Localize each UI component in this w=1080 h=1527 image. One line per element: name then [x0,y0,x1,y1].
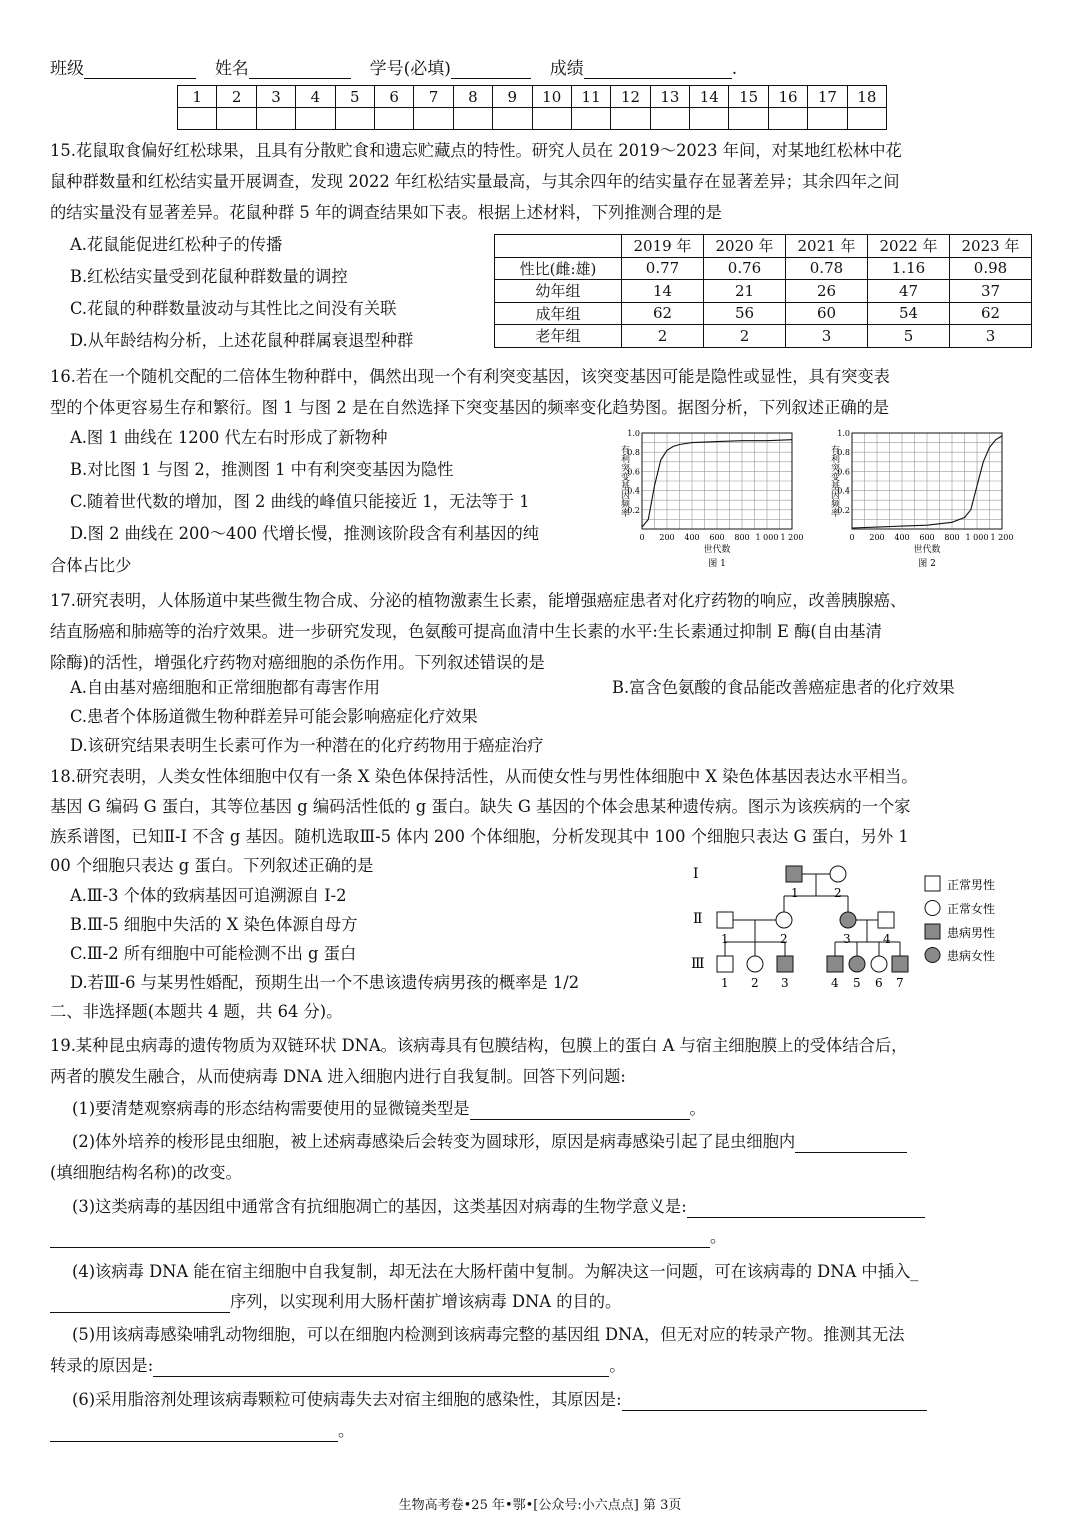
answer-grid-cell[interactable] [414,108,453,130]
q19-part3-cont [50,1226,726,1248]
gen3-male-3-affected [777,956,793,972]
y-tick-label: 1.0 [627,429,640,438]
q19-part3-end: 。 [710,1227,727,1246]
gen3-num-1: 1 [721,976,729,990]
end-mark: . [731,59,738,79]
table-cell: 56 [704,302,786,325]
q18-option-a[interactable]: A.Ⅲ-3 个体的致病基因可追溯源自 I-2 [70,886,347,905]
student-id-label: 学号(必填) [369,59,451,79]
x-axis-label: 世代数 [913,545,941,555]
y-axis-label: 有利突变基因频率 [829,445,839,517]
x-tick-label: 1 200 [990,533,1014,542]
answer-grid-number: 6 [374,86,413,108]
q19-part3 [72,1196,925,1218]
gen1-num-2: 2 [834,886,842,900]
table-cell: 62 [950,302,1032,325]
x-tick-label: 0 [639,533,645,542]
q15-option-a[interactable]: A.花鼠能促进红松种子的传播 [70,235,283,254]
q17-line-3: 除酶)的活性，增强化疗药物对癌细胞的杀伤作用。下列叙述错误的是 [50,653,545,672]
table-cell: 2 [704,325,786,348]
score-label: 成绩 [549,59,584,79]
q19-part6-end: 。 [338,1421,355,1440]
q17-option-d[interactable]: D.该研究结果表明生长素可作为一种潜在的化疗药物用于癌症治疗 [70,736,544,755]
answer-grid-cell[interactable] [178,108,217,130]
q19-part2-blank[interactable] [795,1135,907,1153]
answer-grid-cell[interactable] [493,108,532,130]
score-field[interactable] [584,61,732,79]
q18-line-1: 18.研究表明，人类女性体细胞中仅有一条 X 染色体保持活性，从而使女性与男性体细胞中 X 染色体基因表达水平相当。 [50,767,918,786]
gen3-female-6 [871,956,887,972]
q19-part5-end: 。 [609,1356,626,1375]
q19-part4-text: 序列，以实现利用大肠杆菌扩增该病毒 DNA 的目的。 [230,1292,622,1311]
q19-part6-text: (6)采用脂溶剂处理该病毒颗粒可使病毒失去对宿主细胞的感染性，其原因是: [72,1390,622,1409]
table-row [495,302,1032,325]
table-cell: 21 [704,280,786,303]
gen1-male-1-affected [786,866,802,882]
y-tick-label: 0.2 [837,505,850,515]
student-info-header [50,54,737,79]
answer-grid-cell[interactable] [256,108,295,130]
table-header-cell [495,235,622,258]
figure-caption: 图 1 [708,559,726,569]
x-tick-label: 400 [684,533,700,542]
y-tick-label: 0.4 [837,486,850,496]
answer-grid-cell[interactable] [611,108,650,130]
legend-normal-male: 正常男性 [947,878,996,892]
q16-line-2: 型的个体更容易生存和繁衍。图 1 与图 2 是在自然选择下突变基因的频率变化趋势图。据图分析，下列叙述正确的是 [50,398,890,417]
q15-line-3: 的结实量没有显著差异。花鼠种群 5 年的调查结果如下表。根据上述材料，下列推测合理的是 [50,203,722,222]
legend-affected-female: 患病女性 [947,949,996,963]
answer-grid-cell[interactable] [374,108,413,130]
answer-grid-number: 5 [335,86,374,108]
answer-grid-number: 9 [493,86,532,108]
q15-option-c[interactable]: C.花鼠的种群数量波动与其性比之间没有关联 [70,299,397,318]
table-cell: 性比(雌:雄) [495,257,622,280]
q19-part1 [72,1098,706,1120]
q17-line-2: 结直肠癌和肺癌等的治疗效果。进一步研究发现，色氨酸可提高血清中生长素的水平:生长素通过抑制 E 酶(自由基清 [50,622,882,641]
table-cell: 成年组 [495,302,622,325]
class-label: 班级 [50,59,84,79]
class-field[interactable] [84,61,196,79]
answer-grid-cell[interactable] [808,108,847,130]
table-row [495,325,1032,348]
gen1-female-2 [830,866,846,882]
answer-grid-number: 16 [768,86,807,108]
y-tick-label: 0.6 [627,467,640,477]
q16-option-d[interactable]: D.图 2 曲线在 200～400 代增长慢，推测该阶段含有利基因的纯 [70,524,540,543]
table-cell: 5 [868,325,950,348]
x-tick-label: 600 [919,533,935,542]
legend-affected-female-icon [925,948,940,963]
q19-line-1: 19.某种昆虫病毒的遗传物质为双链环状 DNA。该病毒具有包膜结构，包膜上的蛋白 A 与宿主细胞膜上的受体结合后， [50,1036,908,1055]
x-tick-label: 800 [944,533,960,542]
answer-grid-number: 15 [729,86,768,108]
answer-grid-cell[interactable] [453,108,492,130]
gen2-male-1 [717,912,733,928]
q19-part3-blank-2[interactable] [50,1230,710,1248]
table-row [495,257,1032,280]
table-cell: 0.77 [622,257,704,280]
pedigree-chart [685,858,1035,993]
frequency-figures [612,425,1052,570]
q19-part4: (4)该病毒 DNA 能在宿主细胞中自我复制，却无法在大肠杆菌中复制。为解决这一问题，可在该病毒的 DNA 中插入_ [72,1262,919,1281]
x-axis-label: 世代数 [703,545,731,555]
y-tick-label: 0.4 [627,486,640,496]
q16-option-d-cont: 合体占比少 [50,556,132,575]
q19-part5-text: 转录的原因是: [50,1356,154,1375]
gen3-num-3: 3 [781,976,789,990]
q19-part1-blank[interactable] [470,1102,690,1120]
answer-grid-number: 13 [650,86,689,108]
table-cell: 1.16 [868,257,950,280]
answer-grid-number: 8 [453,86,492,108]
gen3-female-5-affected [849,956,865,972]
gen3-num-4: 4 [831,976,839,990]
answer-grid-cell[interactable] [768,108,807,130]
answer-grid-number: 7 [414,86,453,108]
y-tick-label: 0.8 [627,448,640,458]
answer-grid-cell[interactable] [335,108,374,130]
q19-part5: (5)用该病毒感染哺乳动物细胞，可以在细胞内检测到该病毒完整的基因组 DNA，但无对应的转录产物。推测其无法 [72,1325,905,1344]
y-tick-label: 0.2 [627,505,640,515]
answer-grid-number: 10 [532,86,571,108]
section2-title: 二、非选择题(本题共 4 题，共 64 分)。 [50,1002,343,1021]
gen3-num-5: 5 [853,976,861,990]
q19-part1-end: 。 [689,1099,706,1118]
q19-part5-cont [50,1355,625,1377]
answer-grid [177,85,887,130]
answer-grid-cell[interactable] [296,108,335,130]
table-cell: 幼年组 [495,280,622,303]
gen2-female-2 [776,912,792,928]
gen-label-1: Ⅰ [693,866,699,882]
q19-part2-text: (2)体外培养的梭形昆虫细胞，被上述病毒感染后会转变为圆球形，原因是病毒感染引起了昆虫细胞内 [72,1132,796,1151]
q15-line-1: 15.花鼠取食偏好红松球果，且具有分散贮食和遗忘贮藏点的特性。研究人员在 2019～2023 年间，对某地红松林中花 [50,141,902,160]
gen-label-2: Ⅱ [693,911,703,927]
x-tick-label: 0 [849,533,855,542]
y-tick-label: 0.8 [837,448,850,458]
answer-grid-number: 3 [256,86,295,108]
table-header-cell: 2021 年 [786,235,868,258]
name-field[interactable] [249,61,351,79]
table-cell: 0.76 [704,257,786,280]
legend-normal-female: 正常女性 [947,902,996,916]
q19-part3-blank[interactable] [687,1200,925,1218]
x-tick-label: 200 [869,533,885,542]
q19-part2 [72,1131,907,1153]
name-label: 姓名 [214,59,249,79]
x-tick-label: 1 000 [965,533,989,542]
q18-option-b[interactable]: B.Ⅲ-5 细胞中失活的 X 染色体源自母方 [70,915,358,934]
q16-line-1: 16.若在一个随机交配的二倍体生物种群中，偶然出现一个有利突变基因，该突变基因可能是隐性或显性，具有突变表 [50,367,890,386]
q18-line-4: 00 个细胞只表达 g 蛋白。下列叙述正确的是 [50,856,374,875]
student-id-field[interactable] [451,61,531,79]
table-cell: 0.78 [786,257,868,280]
answer-grid-number: 17 [808,86,847,108]
table-row [495,280,1032,303]
table-cell: 0.98 [950,257,1032,280]
x-tick-label: 800 [734,533,750,542]
table-header-cell: 2019 年 [622,235,704,258]
legend-normal-male-icon [925,876,940,891]
gen1-num-1: 1 [791,886,799,900]
q19-part1-text: (1)要清楚观察病毒的形态结构需要使用的显微镜类型是 [72,1099,470,1118]
q15-line-2: 鼠种群数量和红松结实量开展调查，发现 2022 年红松结实量最高，与其余四年的结实量存在显著差异；其余四年之间 [50,172,900,191]
gen2-num-4: 4 [883,932,891,946]
x-tick-label: 1 200 [780,533,804,542]
table-cell: 14 [622,280,704,303]
answer-grid-cell[interactable] [217,108,256,130]
q17-option-a[interactable]: A.自由基对癌细胞和正常细胞都有毒害作用 [70,678,380,697]
x-tick-label: 1 000 [755,533,779,542]
gen3-male-1 [717,956,733,972]
table-header-cell: 2020 年 [704,235,786,258]
q18-option-d[interactable]: D.若Ⅲ-6 与某男性婚配，预期生出一个不患该遗传病男孩的概率是 1/2 [70,973,580,992]
gen2-female-3-affected [840,912,856,928]
answer-grid-number: 14 [690,86,729,108]
y-tick-label: 1.0 [837,429,850,438]
q19-part5-blank[interactable] [153,1359,609,1377]
answer-grid-cell[interactable] [729,108,768,130]
answer-grid-cell[interactable] [690,108,729,130]
legend-affected-male: 患病男性 [947,926,996,940]
gen2-num-3: 3 [843,932,851,946]
q19-part3-text: (3)这类病毒的基因组中通常含有抗细胞凋亡的基因，这类基因对病毒的生物学意义是: [72,1197,687,1216]
q15-option-d[interactable]: D.从年龄结构分析，上述花鼠种群属衰退型种群 [70,331,414,350]
q19-part6-blank-2[interactable] [50,1424,338,1442]
q16-option-a[interactable]: A.图 1 曲线在 1200 代左右时形成了新物种 [70,428,388,447]
q18-line-2: 基因 G 编码 G 蛋白，其等位基因 g 编码活性低的 g 蛋白。缺失 G 基因的个体会患某种遗传病。图示为该疾病的一个家 [50,797,911,816]
table-cell: 3 [786,325,868,348]
gen-label-3: Ⅲ [691,956,705,972]
answer-grid-number: 2 [217,86,256,108]
table-cell: 47 [868,280,950,303]
gen2-num-1: 1 [721,932,729,946]
gen2-male-4 [878,912,894,928]
table-cell: 62 [622,302,704,325]
y-axis-label: 有利突变基因频率 [619,445,629,517]
answer-grid-number: 18 [847,86,886,108]
figure-1 [619,429,803,569]
table-header-cell: 2023 年 [950,235,1032,258]
answer-grid-number: 1 [178,86,217,108]
table-cell: 3 [950,325,1032,348]
q19-part4-blank[interactable] [50,1295,230,1313]
gen3-male-7-affected [892,956,908,972]
answer-grid-cell[interactable] [571,108,610,130]
q19-part6-cont [50,1420,354,1442]
q19-line-2: 两者的膜发生融合，从而使病毒 DNA 进入细胞内进行自我复制。回答下列问题: [50,1067,626,1086]
table-cell: 37 [950,280,1032,303]
q15-option-b[interactable]: B.红松结实量受到花鼠种群数量的调控 [70,267,348,286]
answer-grid-number: 12 [611,86,650,108]
q19-part6-blank[interactable] [622,1393,927,1411]
gen2-num-2: 2 [780,932,788,946]
x-tick-label: 400 [894,533,910,542]
q19-part6 [72,1389,927,1411]
q18-line-3: 族系谱图，已知Ⅱ-I 不含 g 基因。随机选取Ⅲ-5 体内 200 个体细胞，分析发现其中 100 个细胞只表达 G 蛋白，另外 1 [50,827,909,846]
q19-part2-cont: (填细胞结构名称)的改变。 [50,1163,242,1182]
answer-grid-cell[interactable] [847,108,886,130]
legend-affected-male-icon [925,924,940,939]
figure-caption: 图 2 [918,559,936,569]
answer-grid-cell[interactable] [650,108,689,130]
gen3-num-7: 7 [896,976,904,990]
figure-2 [829,429,1013,569]
population-table [494,234,1032,348]
q17-option-c[interactable]: C.患者个体肠道微生物种群差异可能会影响癌症化疗效果 [70,707,478,726]
y-tick-label: 0.6 [837,467,850,477]
q19-part4-cont [50,1291,621,1313]
q18-option-c[interactable]: C.Ⅲ-2 所有细胞中可能检测不出 g 蛋白 [70,944,357,963]
q17-option-b[interactable]: B.富含色氨酸的食品能改善癌症患者的化疗效果 [612,678,955,697]
gen3-num-6: 6 [875,976,883,990]
x-tick-label: 600 [709,533,725,542]
table-cell: 2 [622,325,704,348]
table-cell: 老年组 [495,325,622,348]
table-cell: 54 [868,302,950,325]
table-header-cell: 2022 年 [868,235,950,258]
legend-normal-female-icon [925,901,940,916]
q16-option-b[interactable]: B.对比图 1 与图 2，推测图 1 中有利突变基因为隐性 [70,460,454,479]
q16-option-c[interactable]: C.随着世代数的增加，图 2 曲线的峰值只能接近 1，无法等于 1 [70,492,530,511]
answer-grid-number: 4 [296,86,335,108]
table-cell: 60 [786,302,868,325]
x-tick-label: 200 [659,533,675,542]
page-footer: 生物高考卷•25 年•鄂•[公众号:小六点点] 第 3页 [398,1498,682,1513]
answer-grid-cell[interactable] [532,108,571,130]
answer-grid-number: 11 [571,86,610,108]
gen3-num-2: 2 [751,976,759,990]
q17-line-1: 17.研究表明，人体肠道中某些微生物合成、分泌的植物激素生长素，能增强癌症患者对化疗药物的响应，改善胰腺癌、 [50,591,907,610]
gen3-female-2 [747,956,763,972]
gen3-male-4-affected [827,956,843,972]
table-cell: 26 [786,280,868,303]
